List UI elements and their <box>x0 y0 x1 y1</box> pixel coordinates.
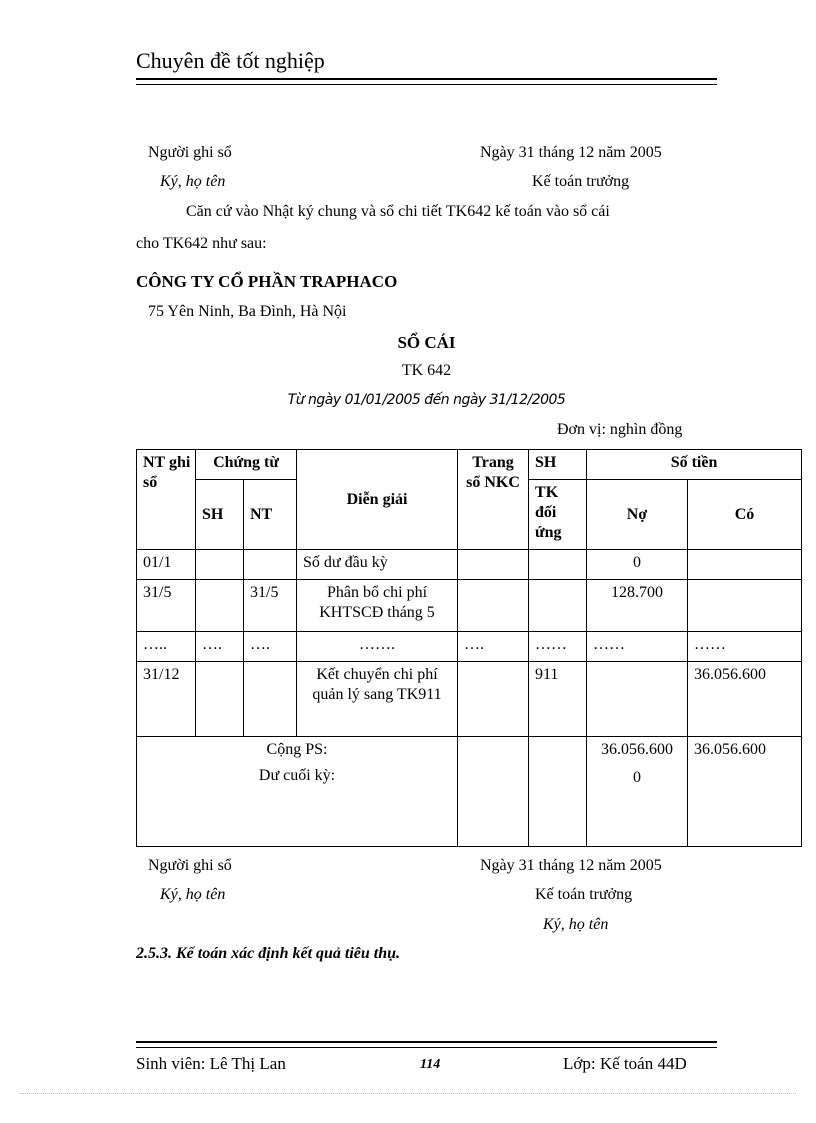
totals-tk <box>529 737 587 847</box>
preparer-sign-top: Ký, họ tên <box>160 173 226 190</box>
row-no: 0 <box>587 550 688 580</box>
col-co: Có <box>688 480 802 550</box>
footer-class: Lớp: Kế toán 44D <box>563 1054 687 1073</box>
preparer-sign-bottom: Ký, họ tên <box>160 886 226 903</box>
chief-accountant-top: Kế toán trưởng <box>532 173 630 190</box>
ledger-account: TK 642 <box>401 362 452 379</box>
row-nt: 31/12 <box>137 662 196 737</box>
total-ps-co: 36.056.600 <box>688 737 802 847</box>
row-tk: 911 <box>529 662 587 737</box>
total-ps-no: 36.056.600 <box>601 741 674 758</box>
row-sh: …. <box>196 632 244 662</box>
company-name: CÔNG TY CỔ PHẦN TRAPHACO <box>136 272 398 291</box>
col-sh: SH <box>196 480 244 550</box>
chief-accountant-bottom: Kế toán trưởng <box>535 886 633 903</box>
row-co: …… <box>688 632 802 662</box>
row-nt2 <box>244 550 297 580</box>
closing-balance-no: 0 <box>633 769 642 786</box>
row-nt2 <box>244 662 297 737</box>
row-tk: …… <box>529 632 587 662</box>
page-header-title: Chuyên đề tốt nghiệp <box>136 48 325 73</box>
col-no: Nợ <box>587 480 688 550</box>
footer-page-number: 114 <box>420 1057 441 1072</box>
preparer-title-bottom: Người ghi sổ <box>148 857 232 874</box>
row-nt2: …. <box>244 632 297 662</box>
col-dien-giai: Diễn giải <box>297 450 458 550</box>
row-no: …… <box>587 632 688 662</box>
totals-no <box>587 737 688 847</box>
row-sh <box>196 662 244 737</box>
col-tk-doi-ung: TK đối ứng <box>529 480 587 550</box>
intro-line-1: Căn cứ vào Nhật ký chung và sổ chi tiết TK642 kế toán vào sổ cái <box>186 203 610 220</box>
preparer-title-top: Người ghi sổ <box>148 144 232 161</box>
row-desc: Số dư đầu kỳ <box>297 550 458 580</box>
row-desc: Kết chuyển chi phí quản lý sang TK911 <box>297 662 458 737</box>
intro-line-2: cho TK642 như sau: <box>136 235 267 252</box>
row-trang <box>458 550 529 580</box>
row-co <box>688 580 802 632</box>
totals-trang <box>458 737 529 847</box>
footer-student: Sinh viên: Lê Thị Lan <box>136 1054 286 1073</box>
table-row <box>137 632 802 662</box>
totals-labels <box>137 737 458 847</box>
col-sh-tk: SH <box>529 450 587 480</box>
row-trang <box>458 580 529 632</box>
row-tk <box>529 550 587 580</box>
row-desc: Phân bổ chi phí KHTSCĐ tháng 5 <box>297 580 458 632</box>
total-ps-label: Cộng PS: <box>266 741 328 758</box>
date-bottom: Ngày 31 tháng 12 năm 2005 <box>480 857 662 874</box>
row-nt: ….. <box>137 632 196 662</box>
table-row <box>137 662 802 737</box>
table-row <box>137 550 802 580</box>
chief-accountant-sign-bottom: Ký, họ tên <box>543 916 609 933</box>
row-sh <box>196 550 244 580</box>
table-row <box>137 580 802 632</box>
col-chung-tu: Chứng từ <box>196 450 297 480</box>
row-sh <box>196 580 244 632</box>
intro-paragraph <box>136 196 717 260</box>
col-trang-so: Trang sổ NKC <box>458 450 529 550</box>
ledger-unit: Đơn vị: nghìn đồng <box>557 421 683 438</box>
row-desc: ……. <box>297 632 458 662</box>
row-nt2: 31/5 <box>244 580 297 632</box>
row-nt: 31/5 <box>137 580 196 632</box>
footer-rule <box>136 1041 717 1048</box>
row-no: 128.700 <box>587 580 688 632</box>
totals-row <box>137 737 802 847</box>
col-nt: NT <box>244 480 297 550</box>
row-nt: 01/1 <box>137 550 196 580</box>
row-trang <box>458 662 529 737</box>
col-nt-ghi-so: NT ghi sổ <box>137 450 196 550</box>
page-bottom-divider <box>20 1093 796 1094</box>
section-heading: 2.5.3. Kế toán xác định kết quả tiêu thụ. <box>136 945 401 962</box>
ledger-period: Từ ngày 01/01/2005 đến ngày 31/12/2005 <box>287 392 566 408</box>
closing-balance-label: Dư cuối kỳ: <box>258 767 336 784</box>
header-rule <box>136 78 717 85</box>
row-co: 36.056.600 <box>688 662 802 737</box>
company-address: 75 Yên Ninh, Ba Đình, Hà Nội <box>148 303 347 320</box>
ledger-table <box>136 449 802 847</box>
col-so-tien: Số tiền <box>587 450 802 480</box>
date-top: Ngày 31 tháng 12 năm 2005 <box>480 144 662 161</box>
ledger-title: SỔ CÁI <box>397 333 456 352</box>
row-co <box>688 550 802 580</box>
row-trang: …. <box>458 632 529 662</box>
row-tk <box>529 580 587 632</box>
row-no <box>587 662 688 737</box>
